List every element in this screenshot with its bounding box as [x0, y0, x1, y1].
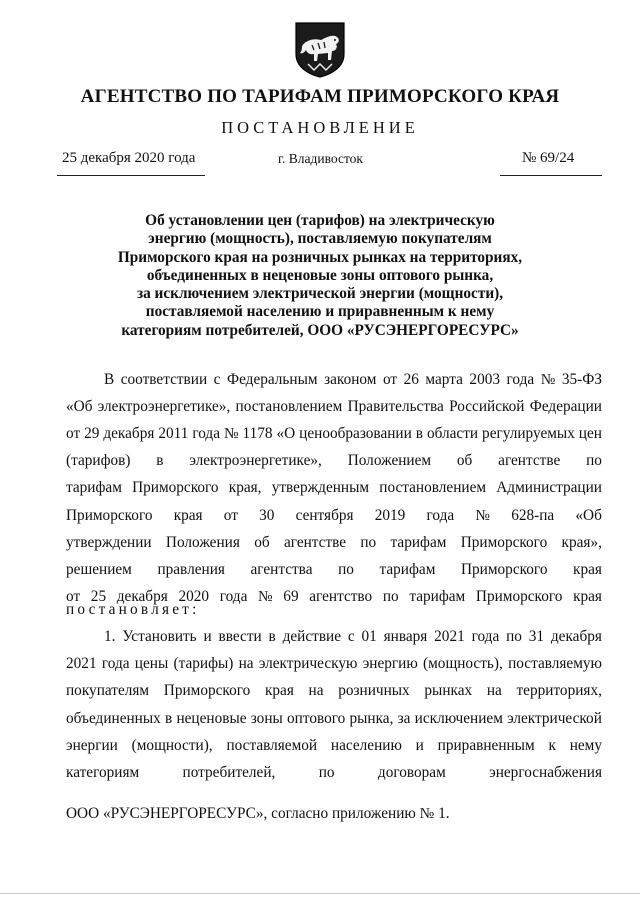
- word: от: [66, 587, 81, 605]
- word: поставляемую: [508, 655, 602, 673]
- word: по: [586, 452, 602, 470]
- subject-line: категориям потребителей, ООО «РУСЭНЕРГОРЕСУРС»: [121, 321, 519, 339]
- word: края: [264, 682, 294, 700]
- word: рынка,: [349, 709, 394, 727]
- word: населению: [330, 736, 402, 754]
- word: сентября: [295, 506, 354, 524]
- word: декабря: [116, 587, 168, 605]
- word: 29: [84, 425, 100, 443]
- word: по: [338, 560, 354, 578]
- word: по: [318, 764, 335, 781]
- word: исключением: [414, 709, 503, 727]
- word: действие: [282, 628, 342, 645]
- text-line: [66, 763, 602, 783]
- word: тарифам: [390, 533, 447, 551]
- word: на: [486, 682, 502, 700]
- word: цен: [578, 425, 602, 443]
- word: Приморского: [132, 479, 219, 497]
- subject-line: за исключением электрической энергии (мощности),: [136, 285, 504, 303]
- word: неценовые: [176, 709, 247, 727]
- word: в: [268, 628, 276, 645]
- word: электроэнергетике»,: [97, 398, 231, 416]
- word: покупателям: [66, 682, 150, 700]
- word: розничных: [338, 682, 410, 700]
- word: потребителей,: [182, 764, 276, 781]
- subject-line: поставляемой населению и приравненным к нему: [145, 303, 495, 321]
- word: утверждении: [66, 533, 152, 551]
- word: Правительства: [347, 398, 444, 416]
- word: от: [66, 425, 81, 443]
- word: 31: [528, 628, 545, 645]
- word: и: [203, 628, 212, 645]
- word: об: [456, 452, 473, 470]
- subject-line: энергию (мощность), поставляемую покупателям: [148, 230, 492, 248]
- word: энергию: [362, 655, 418, 673]
- word: электрическую: [258, 655, 358, 673]
- word: Приморского: [475, 587, 563, 605]
- word: 2019: [374, 506, 406, 524]
- agency-title: АГЕНТСТВО ПО ТАРИФАМ ПРИМОРСКОГО КРАЯ: [80, 86, 560, 107]
- word: (мощности),: [131, 736, 213, 754]
- word: 2021: [434, 628, 465, 645]
- number-underline: [500, 175, 602, 176]
- coat-of-arms-icon: [294, 20, 346, 78]
- word: года: [101, 655, 130, 673]
- word: 2003: [469, 371, 501, 388]
- word: рынках: [424, 682, 473, 700]
- scan-edge-line: [0, 893, 640, 894]
- word: зоны: [250, 709, 283, 727]
- text-line: [104, 627, 602, 647]
- subject-line: объединенных в неценовые зоны оптового рынка,: [146, 266, 494, 284]
- word: электроэнергетике»,: [189, 452, 322, 470]
- word: года: [471, 628, 500, 645]
- word: об: [254, 533, 270, 551]
- word: января: [383, 628, 428, 645]
- text-line: [66, 681, 602, 701]
- word: 2020: [178, 587, 210, 605]
- word: края: [573, 560, 602, 578]
- word: Положения: [165, 533, 240, 551]
- word: агентство: [309, 587, 373, 605]
- word: решением: [66, 560, 132, 578]
- word: приравненным: [437, 736, 535, 754]
- word: в: [156, 452, 164, 470]
- word: 2021: [66, 655, 97, 673]
- word: 01: [361, 628, 377, 645]
- word: (тарифов): [66, 452, 131, 470]
- word: в: [165, 709, 173, 727]
- word: нему: [569, 736, 602, 754]
- word: оптового: [287, 709, 346, 727]
- word: на: [238, 655, 254, 673]
- word: соответствии: [120, 371, 208, 388]
- word: Установить: [122, 628, 197, 645]
- text-line: [66, 654, 602, 674]
- word: 628-па: [511, 506, 555, 524]
- text-line: [66, 451, 602, 471]
- word: «О: [276, 425, 296, 443]
- word: за: [397, 709, 411, 727]
- text-line: [66, 506, 602, 526]
- word: утвержденным: [271, 479, 370, 497]
- word: №: [258, 587, 273, 605]
- document-number: № 69/24: [522, 150, 575, 166]
- word: года: [426, 506, 455, 524]
- word: с: [213, 371, 221, 388]
- word: Федеральным: [226, 371, 318, 388]
- word: Федерации: [529, 398, 602, 416]
- word: декабря: [550, 628, 602, 645]
- word: 69: [283, 587, 299, 605]
- word: в: [415, 425, 423, 443]
- word: области: [426, 425, 479, 443]
- document-date: 25 декабря 2020 года: [62, 150, 196, 166]
- word: по: [382, 587, 399, 605]
- text-line: [66, 560, 602, 580]
- word: Положением: [347, 452, 432, 470]
- word: года: [219, 587, 248, 605]
- word: Приморского: [460, 533, 548, 551]
- word: агентстве: [283, 533, 347, 551]
- word: к: [548, 736, 556, 754]
- word: энергии: [66, 736, 118, 754]
- date-underline: [57, 175, 205, 176]
- word: агентства: [250, 560, 313, 578]
- word: энергоснабжения: [489, 764, 602, 781]
- word: тарифам: [379, 560, 436, 578]
- word: 2011: [158, 425, 189, 443]
- word: и: [415, 736, 424, 754]
- word: поставляемой: [226, 736, 318, 754]
- word: ценообразовании: [299, 425, 412, 443]
- word: (тарифы): [173, 655, 234, 673]
- word: 25: [90, 587, 107, 605]
- word: на: [308, 682, 324, 700]
- word: постановлением: [235, 398, 343, 416]
- word: №: [540, 371, 556, 388]
- document-type: ПОСТАНОВЛЕНИЕ: [221, 118, 419, 137]
- word: объединенных: [66, 709, 161, 727]
- resolves-word: постановляет:: [66, 601, 200, 618]
- word: Российской: [449, 398, 525, 416]
- word: края,: [228, 479, 262, 497]
- word: №: [475, 506, 490, 524]
- word: края: [173, 506, 203, 524]
- word: 1178: [242, 425, 273, 443]
- word: от: [223, 506, 238, 524]
- word: территориях,: [516, 682, 602, 700]
- word: тарифам: [409, 587, 466, 605]
- word: по: [360, 533, 377, 551]
- word: ввести: [218, 628, 262, 645]
- word: №: [223, 425, 239, 443]
- clause-1-final-text: ООО «РУСЭНЕРГОРЕСУРС», согласно приложению № 1.: [66, 805, 450, 822]
- word: края»,: [561, 533, 602, 551]
- word: 1.: [104, 628, 116, 645]
- word: категориям: [66, 764, 140, 781]
- word: постановлением: [379, 479, 487, 497]
- word: 35-ФЗ: [561, 371, 602, 388]
- word: (мощность),: [423, 655, 503, 673]
- document-subject: [90, 212, 550, 340]
- word: «Об: [66, 398, 93, 416]
- word: 26: [403, 371, 419, 388]
- word: Приморского: [163, 682, 251, 700]
- word: 30: [259, 506, 275, 524]
- text-line: [66, 424, 602, 444]
- text-line: [66, 709, 602, 729]
- word: договорам: [377, 764, 446, 781]
- word: Администрации: [496, 479, 602, 497]
- word: агентстве: [498, 452, 561, 470]
- word: правления: [157, 560, 225, 578]
- text-line: [66, 478, 602, 498]
- word: электрической: [507, 709, 602, 727]
- text-line: [66, 736, 602, 756]
- document-city: г. Владивосток: [278, 151, 363, 166]
- text-line: [66, 533, 602, 553]
- word: с: [347, 628, 355, 645]
- word: декабря: [103, 425, 155, 443]
- text-line: [104, 370, 602, 390]
- word: марта: [425, 371, 463, 388]
- subject-line: Об установлении цен (тарифов) на электрическую: [145, 212, 495, 229]
- word: по: [506, 628, 522, 645]
- word: В: [104, 371, 115, 388]
- word: Приморского: [66, 506, 153, 524]
- word: регулируемых: [482, 425, 575, 443]
- word: от: [382, 371, 398, 388]
- text-line: [66, 397, 602, 417]
- word: «Об: [575, 506, 602, 524]
- word: года: [192, 425, 220, 443]
- word: края: [573, 587, 602, 605]
- word: законом: [324, 371, 377, 388]
- word: тарифам: [66, 479, 122, 497]
- word: цены: [134, 655, 169, 673]
- subject-line: Приморского края на розничных рынках на территориях,: [117, 248, 523, 266]
- word: Приморского: [460, 560, 548, 578]
- word: года: [506, 371, 535, 388]
